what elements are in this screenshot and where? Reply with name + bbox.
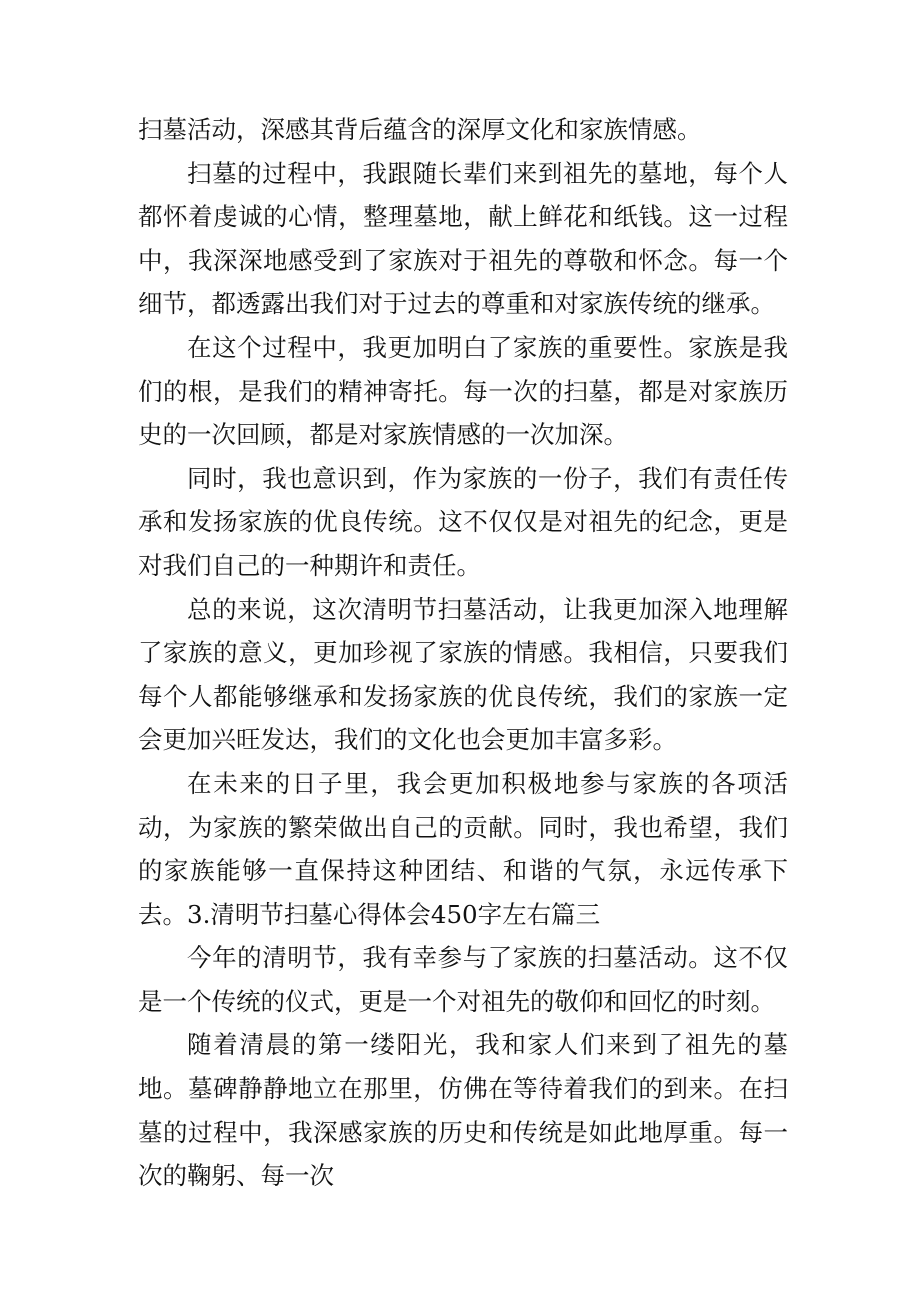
paragraph-continued: 扫墓活动，深感其背后蕴含的深厚文化和家族情感。 [138, 115, 702, 144]
document-body [138, 108, 788, 1198]
paragraph: 随着清晨的第一缕阳光，我和家人们来到了祖先的墓地。墓碑静静地立在那里，仿佛在等待着我们的到来。在扫墓的过程中，我深感家族的历史和传统是如此地厚重。每一次的鞠躬、每一次 [138, 1030, 788, 1191]
paragraph: 同时，我也意识到，作为家族的一份子，我们有责任传承和发扬家族的优良传统。这不仅仅是对祖先的纪念，更是对我们自己的一种期许和责任。 [138, 463, 788, 580]
paragraph: 今年的清明节，我有幸参与了家族的扫墓活动。这不仅是一个传统的仪式，更是一个对祖先的敬仰和回忆的时刻。 [138, 943, 788, 1016]
paragraph: 扫墓的过程中，我跟随长辈们来到祖先的墓地，每个人都怀着虔诚的心情，整理墓地，献上鲜花和纸钱。这一过程中，我深深地感受到了家族对于祖先的尊敬和怀念。每一个细节，都透露出我们对于过去的尊重和对家族传统的继承。 [138, 158, 788, 319]
paragraph: 总的来说，这次清明节扫墓活动，让我更加深入地理解了家族的意义，更加珍视了家族的情感。我相信，只要我们每个人都能够继承和发扬家族的优良传统，我们的家族一定会更加兴旺发达，我们的文化也会更加丰富多彩。 [138, 594, 788, 755]
paragraph: 在这个过程中，我更加明白了家族的重要性。家族是我们的根，是我们的精神寄托。每一次的扫墓，都是对家族历史的一次回顾，都是对家族情感的一次加深。 [138, 332, 788, 450]
paragraph: 在未来的日子里，我会更加积极地参与家族的各项活动，为家族的繁荣做出自己的贡献。同时，我也希望，我们的家族能够一直保持这种团结、和谐的气氛，永远传承下去。3.清明节扫墓心得体会450字左右篇三 [138, 768, 788, 929]
